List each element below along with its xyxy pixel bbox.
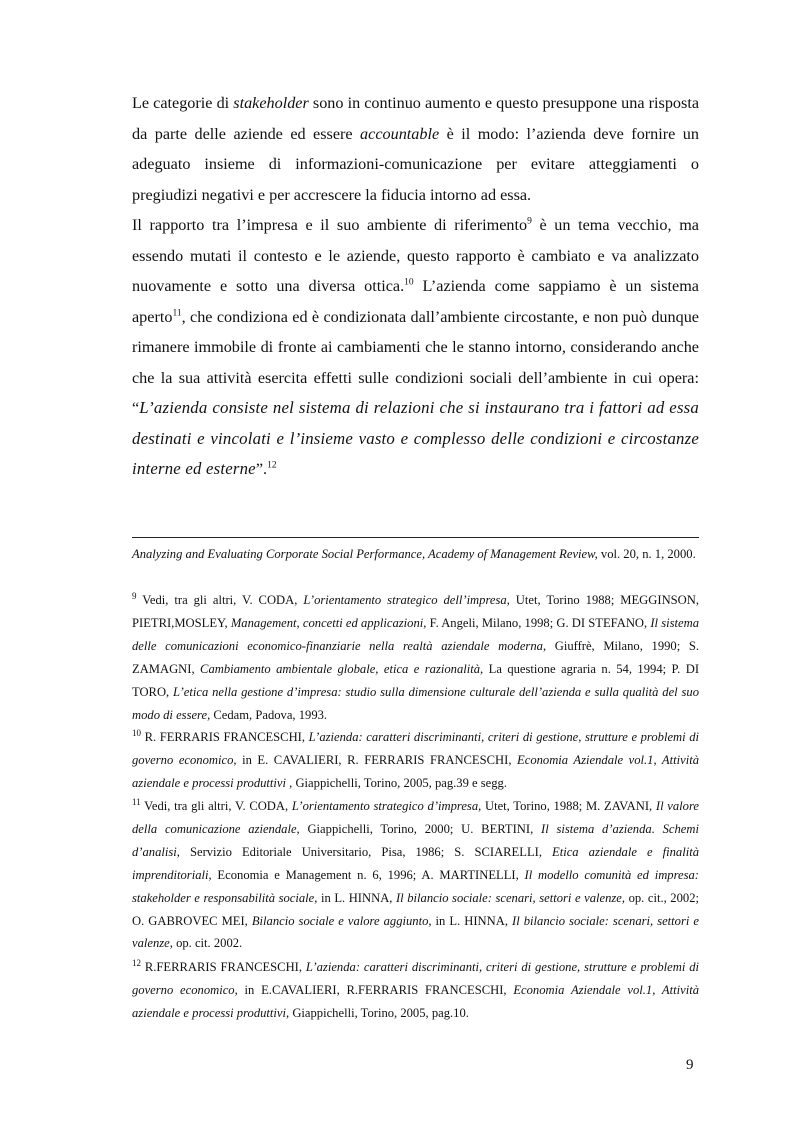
fn-italic: Il valore della comunicazione aziendale,	[132, 799, 699, 836]
footnote-separator	[132, 537, 699, 538]
fn-italic: L’azienda: caratteri discriminanti, criteri di gestione, strutture e problemi di governo economico	[132, 960, 699, 997]
fn-italic: Etica aziendale e finalità imprenditoriali,	[132, 844, 699, 882]
fn-italic: Il sistema d’azienda. Schemi d’analisi	[132, 821, 699, 859]
italic-term: stakeholder	[233, 94, 309, 112]
fn-text: , Giappichelli, Torino, 2005, pag.39 e segg.	[286, 775, 508, 790]
fn-text: , in E.CAVALIERI, R.FERRARIS FRANCESCHI,	[234, 982, 514, 997]
italic-quote: L’azienda consiste nel sistema di relazioni che si instaurano tra i fattori ad essa destinati e vincolati e l’insieme vasto e complesso delle condizioni e circostanze interne ed esterne	[132, 398, 699, 478]
fn-text: Vedi, tra gli altri, V. CODA,	[136, 593, 304, 607]
fn-italic: Bilancio sociale e valore aggiunto,	[251, 913, 432, 928]
footnote-number: 11	[132, 796, 141, 807]
footnote-12	[132, 956, 699, 1025]
fn-italic: Il bilancio sociale: scenari, settori e valenze,	[395, 890, 626, 905]
fn-italic: L’etica nella gestione d’impresa: studio sulla dimensione culturale dell’azienda e sulla qualità del suo modo di essere,	[132, 684, 700, 722]
fn-text: vol. 20, n. 1, 2000.	[597, 547, 696, 561]
fn-italic: L’azienda: caratteri discriminanti, criteri di gestione, strutture e problemi di governo economico	[132, 730, 700, 767]
fn-text: Giappichelli, Torino, 2000; U. BERTINI,	[299, 821, 542, 836]
footnote-number: 12	[132, 957, 141, 968]
body-paragraph-2	[132, 210, 699, 485]
italic-term: accountable	[360, 124, 440, 143]
footnote-10	[132, 726, 699, 795]
fn-italic: Economia Aziendale vol.1, Attività aziendale e processi produttivi	[132, 752, 699, 790]
fn-text: R. FERRARIS FRANCESCHI,	[141, 730, 309, 744]
text-run: Il rapporto tra l’impresa e il suo ambiente di riferimento	[132, 216, 528, 234]
fn-italic: Il sistema delle comunicazioni economico-finanziarie nella realtà aziendale moderna	[132, 615, 699, 653]
fn-italic: L’orientamento strategico d’impresa,	[291, 799, 482, 813]
text-run: sono in continuo aumento e questo presuppone una risposta da parte delle aziende ed essere	[132, 94, 699, 143]
footnote-ref: 11	[172, 308, 182, 319]
fn-text: in L. HINNA,	[431, 913, 513, 928]
fn-text: , Utet, Torino 1988; MEGGINSON, PIETRI,MOSLEY,	[132, 593, 700, 630]
fn-italic: Economia Aziendale vol.1, Attività aziendale e processi produttivi,	[132, 982, 699, 1020]
fn-text: , in E. CAVALIERI, R. FERRARIS FRANCESCHI,	[233, 752, 518, 767]
footnote-ref: 10	[404, 277, 414, 288]
fn-italic: Il modello comunità ed impresa: stakeholder e responsabilità sociale	[132, 867, 699, 905]
text-run: ”.	[255, 460, 268, 478]
fn-text: , F. Angeli, Milano, 1998; G. DI STEFANO,	[423, 615, 651, 630]
footnote-ref: 9	[527, 216, 532, 227]
footnote-11	[132, 795, 699, 955]
footnote-number: 10	[132, 727, 141, 738]
text-run: è un tema vecchio, ma essendo mutati il contesto e le aziende, questo rapporto è cambiato e va analizzato nuovamente e sotto una diversa ottica.	[132, 216, 699, 295]
fn-italic: Analyzing and Evaluating Corporate Social Performance, Academy of Management Review,	[132, 547, 598, 561]
fn-text: Economia e Management n. 6, 1996; A. MARTINELLI,	[211, 867, 525, 882]
text-run: , che condiziona ed è condizionata dall’ambiente circostante, e non può dunque rimanere immobile di fronte ai cambiamenti che le stanno intorno, considerando anche che la sua attività esercita effetti sulle condizioni sociali dell’ambiente in cui opera: “	[132, 307, 699, 417]
fn-text: , Giuffrè, Milano, 1990; S. ZAMAGNI,	[132, 638, 699, 676]
fn-text: Giappichelli, Torino, 2005, pag.10.	[289, 1005, 469, 1020]
fn-italic: Management, concetti ed applicazioni	[230, 615, 424, 630]
page-number: 9	[686, 1057, 694, 1073]
footnote-number: 9	[132, 590, 137, 601]
fn-text: op. cit., 2002; O. GABROVEC MEI,	[132, 890, 699, 928]
fn-italic: L’orientamento strategico dell’impresa	[303, 593, 507, 607]
body-paragraph-1	[132, 88, 699, 210]
fn-text: op. cit. 2002.	[172, 936, 243, 951]
fn-italic: Cambiamento ambientale globale, etica e razionalità,	[200, 661, 484, 676]
fn-text: , Servizio Editoriale Universitario, Pisa, 1986; S. SCIARELLI,	[176, 844, 553, 859]
text-run: è il modo: l’azienda deve fornire un adeguato insieme di informazioni-comunicazione per evitare atteggiamenti o pregiudizi negativi e per accrescere la fiducia intorno ad essa.	[132, 124, 699, 204]
fn-text: Vedi, tra gli altri, V. CODA,	[140, 799, 292, 813]
fn-text: R.FERRARIS FRANCESCHI,	[141, 960, 306, 974]
fn-text: , in L. HINNA,	[314, 890, 396, 905]
footnote-ref: 12	[267, 460, 277, 471]
fn-text: Utet, Torino, 1988; M. ZAVANI,	[481, 799, 656, 813]
fn-italic: Il bilancio sociale: scenari, settori e valenze,	[132, 913, 699, 951]
footnote-continuation	[132, 543, 699, 566]
footnote-9	[132, 589, 699, 726]
fn-text: Cedam, Padova, 1993.	[210, 707, 328, 722]
text-run: L’azienda come sappiamo è un sistema aperto	[132, 277, 699, 326]
fn-text: La questione agraria n. 54, 1994; P. DI TORO,	[132, 661, 700, 699]
text-run: Le categorie di	[132, 94, 234, 112]
